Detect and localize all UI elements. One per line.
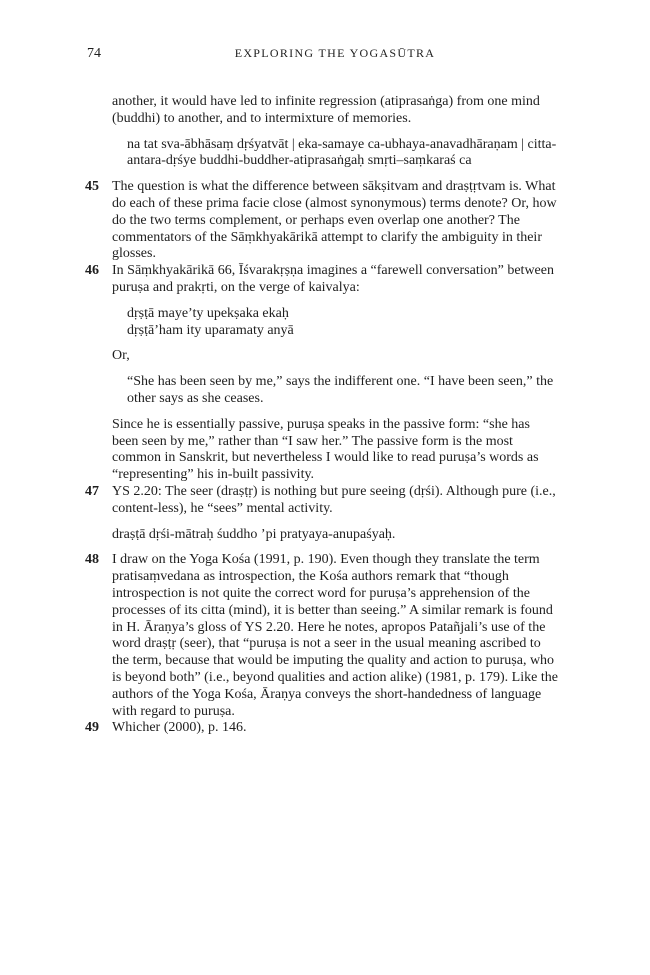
- note-number: 45: [85, 179, 99, 195]
- note-number: 47: [85, 483, 99, 499]
- endnote-47: [85, 483, 558, 543]
- continued-note-text: another, it would have led to infinite regression (atiprasaṅga) from one mind (buddhi) to another, and to intermixture of memories.: [112, 94, 540, 126]
- endnote-45: [85, 179, 558, 263]
- sanskrit-quotation: na tat sva-ābhāsaṃ dṛśyatvāt | eka-samaye ca-ubhaya-anavadhāraṇam | citta-antara-dṛśye buddhi-buddher-atiprasaṅgaḥ smṛti–saṃkaraś ca: [127, 136, 557, 169]
- note-text: Whicher (2000), p. 146.: [112, 720, 247, 736]
- note-number: 49: [85, 720, 99, 736]
- note-text: The question is what the difference between sākṣitvam and draṣṭṛtvam is. What do each of these prima facie close (almost synonymous) terms denote? Or, how do the two terms complement, or perhaps even overlap one another? The commentators of the Sāṃkhyakārikā attempt to clarify the ambiguity in their glosses.: [112, 179, 557, 262]
- sanskrit-verse: [112, 306, 558, 340]
- verse-line: dṛṣṭā’ham ity uparamaty anyā: [127, 322, 294, 338]
- translation-quote: “She has been seen by me,” says the indifferent one. “I have been seen,” the other says as she ceases.: [127, 374, 554, 406]
- verse-line: dṛṣṭā maye’ty upekṣaka ekaḥ: [127, 305, 289, 321]
- page-header: [87, 46, 558, 62]
- note-number: 46: [85, 263, 99, 279]
- note-text: YS 2.20: The seer (draṣṭṛ) is nothing but pure seeing (dṛśi). Although pure (i.e., content-less), he “sees” mental activity.: [112, 483, 556, 516]
- running-head: EXPLORING THE YOGASŪTRA: [234, 46, 436, 60]
- note-text: Since he is essentially passive, puruṣa speaks in the passive form: “she has been seen by me,” rather than “I saw her.” The passive form is the most common in Sanskrit, but nevertheless I would like to read puruṣa’s words as “representing” his in-built passivity.: [112, 416, 539, 483]
- note-text: In Sāṃkhyakārikā 66, Īśvarakṛṣṇa imagines a “farewell conversation” between puruṣa and prakṛti, on the verge of kaivalya:: [112, 263, 554, 295]
- page-number: 74: [87, 46, 101, 61]
- endnote-49: [85, 720, 558, 737]
- note-text: Or,: [112, 348, 130, 364]
- sanskrit-quotation: draṣṭā dṛśi-mātraḥ śuddho ’pi pratyaya-anupaśyaḥ.: [112, 526, 396, 542]
- note-number: 48: [85, 552, 99, 568]
- note-text: I draw on the Yoga Kośa (1991, p. 190). Even though they translate the term pratisaṃvedana as introspection, the Kośa authors remark that “though introspection is not quite the correct word for puruṣa’s apprehension of the processes of its citta (mind), it is better than seeing.” A similar remark is found in H. Āraṇya’s gloss of YS 2.20. Here he notes, apropos Patañjali’s use of the word draṣṭṛ (seer), that “puruṣa is not a seer in the usual meaning ascribed to the term, because that would be imputing the quality and action to puruṣa, who is beyond both” (i.e., beyond qualities and action alike) (1981, p. 179). Like the authors of the Yoga Kośa, Āraṇya conveys the short-handedness of language with regard to puruṣa.: [112, 552, 558, 719]
- endnote-48: [85, 552, 558, 720]
- endnote-46: [85, 263, 558, 484]
- endnotes-body: [85, 94, 558, 737]
